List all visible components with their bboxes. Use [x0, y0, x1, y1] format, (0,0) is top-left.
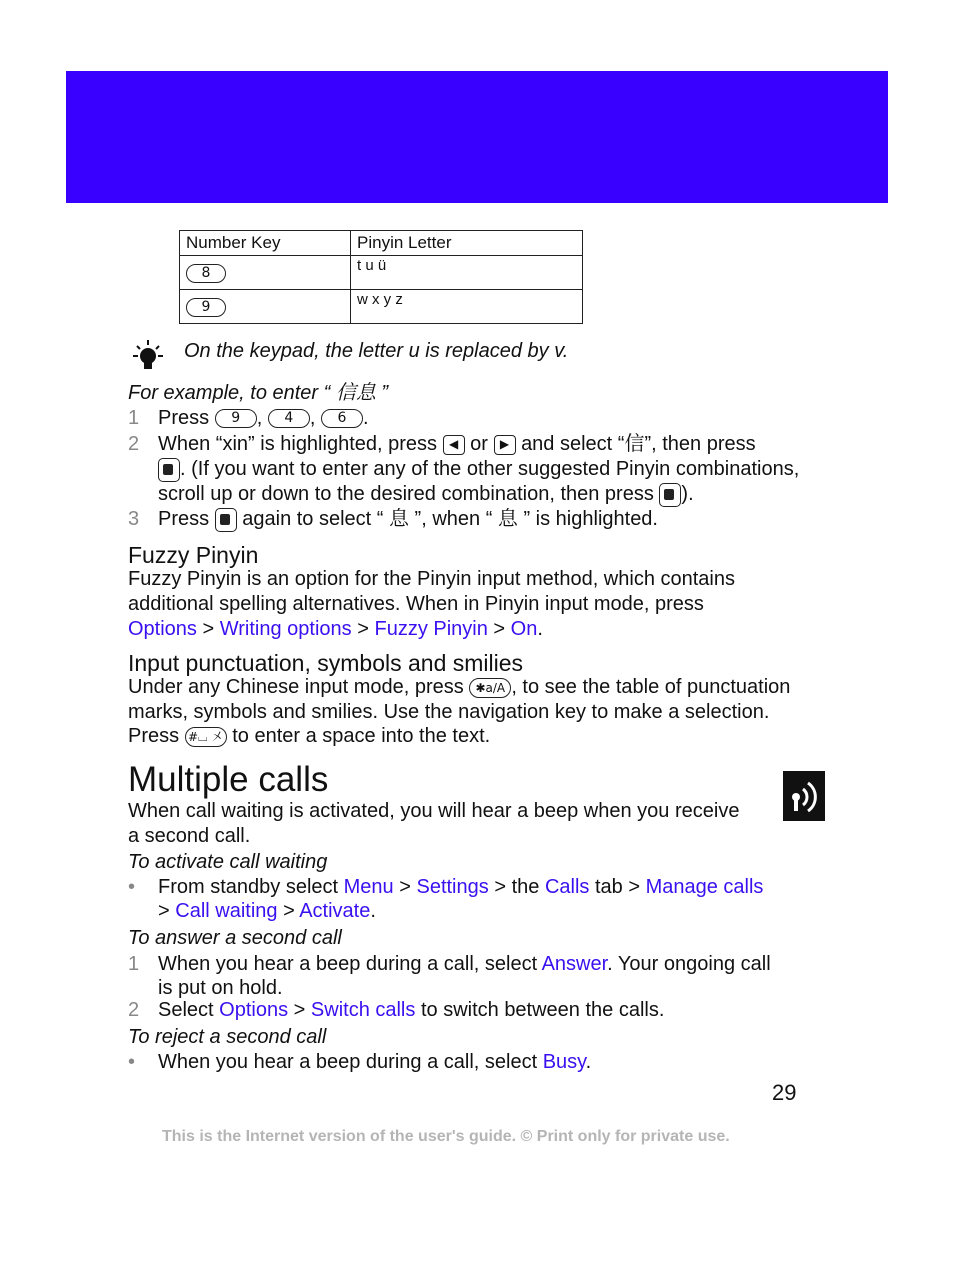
period: . — [537, 618, 543, 640]
link-call-waiting[interactable]: Call waiting — [175, 900, 278, 922]
step-number: 1 — [128, 407, 140, 429]
step-text: or — [470, 433, 488, 455]
punct-line-2: marks, symbols and smilies. Use the navigation key to make a selection. — [128, 701, 770, 723]
step-number: 2 — [128, 433, 140, 455]
separator: > — [399, 876, 411, 898]
period: . — [585, 1051, 592, 1073]
period: . — [362, 407, 369, 429]
link-menu[interactable]: Menu — [343, 876, 394, 898]
separator: > — [493, 618, 506, 640]
answer-step-1-cont: is put on hold. — [158, 977, 283, 999]
page-number: 29 — [772, 1080, 797, 1105]
hash-key-icon: #⌴ 㐅 — [185, 727, 227, 747]
example-step-2-line3 — [158, 482, 694, 507]
select-key-icon — [158, 458, 180, 482]
key-6-icon: 6 — [321, 409, 363, 428]
link-switch-calls[interactable]: Switch calls — [310, 999, 416, 1021]
fuzzy-line-1: Fuzzy Pinyin is an option for the Pinyin input method, which contains — [128, 568, 735, 590]
reject-line — [158, 1050, 591, 1075]
separator: > — [494, 876, 506, 898]
step-number: 1 — [128, 953, 140, 975]
section-title-punctuation: Input punctuation, symbols and smilies — [128, 650, 524, 676]
separator: > — [293, 999, 306, 1021]
table-header-key: Number Key — [180, 231, 351, 256]
step-text: . Your ongoing call — [607, 953, 771, 975]
example-heading: For example, to enter “ 信息 ” — [128, 382, 389, 404]
call-waiting-icon — [783, 771, 825, 821]
key-9-icon: 9 — [215, 409, 257, 428]
punct-line-1 — [128, 675, 790, 700]
star-key-icon: ✱a/A — [469, 678, 511, 698]
example-step-2-line2 — [158, 457, 799, 482]
step-text: Under any Chinese input mode, press — [128, 676, 464, 698]
table-cell-letters: w x y z — [351, 290, 583, 324]
step-text: Press — [128, 725, 180, 747]
step-text: Select — [158, 999, 214, 1021]
step-text: Press — [158, 508, 210, 530]
fuzzy-line-2: additional spelling alternatives. When in Pinyin input mode, press — [128, 593, 704, 615]
select-key-icon — [659, 483, 681, 507]
link-busy[interactable]: Busy — [542, 1051, 586, 1073]
period: . — [370, 900, 376, 922]
calls-intro-2: a second call. — [128, 825, 251, 847]
section-title-fuzzy-pinyin: Fuzzy Pinyin — [128, 542, 259, 568]
step-text: to switch between the calls. — [420, 999, 665, 1021]
heading-answer: To answer a second call — [128, 927, 342, 949]
step-text: tab — [594, 876, 623, 898]
nav-right-icon: ▶ — [494, 435, 516, 455]
step-text: ). — [681, 483, 694, 505]
bullet: • — [128, 1051, 136, 1073]
step-text: scroll up or down to the desired combination, then press — [158, 483, 654, 505]
step-text: and select “信”, then press — [521, 433, 756, 455]
header-banner — [66, 71, 888, 203]
bullet: • — [128, 876, 136, 898]
example-step-1 — [158, 406, 369, 431]
page-title-multiple-calls: Multiple calls — [128, 760, 329, 799]
nav-left-icon: ◀ — [443, 435, 465, 455]
link-calls[interactable]: Calls — [544, 876, 590, 898]
fuzzy-menu-path — [128, 617, 543, 642]
separator: > — [283, 900, 295, 922]
tip-text: On the keypad, the letter u is replaced by v. — [184, 340, 569, 362]
separator: > — [158, 900, 170, 922]
table-row — [180, 256, 583, 290]
table-cell-letters: t u ü — [351, 256, 583, 290]
answer-step-2 — [158, 998, 664, 1023]
step-text: When you hear a beep during a call, select — [158, 953, 538, 975]
link-on[interactable]: On — [510, 618, 538, 640]
link-options[interactable]: Options — [219, 999, 289, 1021]
key-8-icon: 8 — [186, 264, 226, 283]
answer-step-1 — [158, 952, 771, 977]
key-9-icon: 9 — [186, 298, 226, 317]
separator: , — [256, 407, 263, 429]
step-text: Press — [158, 407, 210, 429]
step-text: When you hear a beep during a call, select — [158, 1051, 538, 1073]
footer-notice: This is the Internet version of the user's guide. © Print only for private use. — [162, 1128, 730, 1145]
punct-line-3 — [128, 724, 490, 749]
step-text: to enter a space into the text. — [232, 725, 491, 747]
example-step-3 — [158, 507, 658, 532]
link-activate[interactable]: Activate — [299, 900, 371, 922]
link-writing-options[interactable]: Writing options — [219, 618, 352, 640]
step-text: , to see the table of punctuation — [511, 676, 791, 698]
example-step-2-line1 — [158, 432, 756, 457]
heading-reject: To reject a second call — [128, 1026, 327, 1048]
step-text: . (If you want to enter any of the other suggested Pinyin combinations, — [180, 458, 800, 480]
key-4-icon: 4 — [268, 409, 310, 428]
activate-line-2 — [158, 899, 376, 924]
step-text: again to select “ 息 ”, when “ 息 ” is highlighted. — [242, 508, 658, 530]
step-number: 2 — [128, 999, 140, 1021]
separator: > — [357, 618, 369, 640]
link-options[interactable]: Options — [128, 618, 197, 640]
pinyin-key-table — [179, 230, 583, 324]
calls-intro-1: When call waiting is activated, you will hear a beep when you receive — [128, 800, 740, 822]
link-manage-calls[interactable]: Manage calls — [645, 876, 764, 898]
link-fuzzy-pinyin[interactable]: Fuzzy Pinyin — [374, 618, 488, 640]
select-key-icon — [215, 508, 237, 532]
activate-line-1 — [158, 875, 763, 900]
heading-activate: To activate call waiting — [128, 851, 328, 873]
link-settings[interactable]: Settings — [416, 876, 489, 898]
table-row — [180, 290, 583, 324]
separator: > — [628, 876, 641, 898]
step-text: From standby select — [158, 876, 339, 898]
separator: , — [309, 407, 316, 429]
lightbulb-tip-icon — [128, 338, 168, 374]
table-header-letter: Pinyin Letter — [351, 231, 583, 256]
separator: > — [202, 618, 215, 640]
link-answer[interactable]: Answer — [541, 953, 608, 975]
step-text: the — [511, 876, 540, 898]
step-number: 3 — [128, 508, 140, 530]
step-text: When “xin” is highlighted, press — [158, 433, 438, 455]
